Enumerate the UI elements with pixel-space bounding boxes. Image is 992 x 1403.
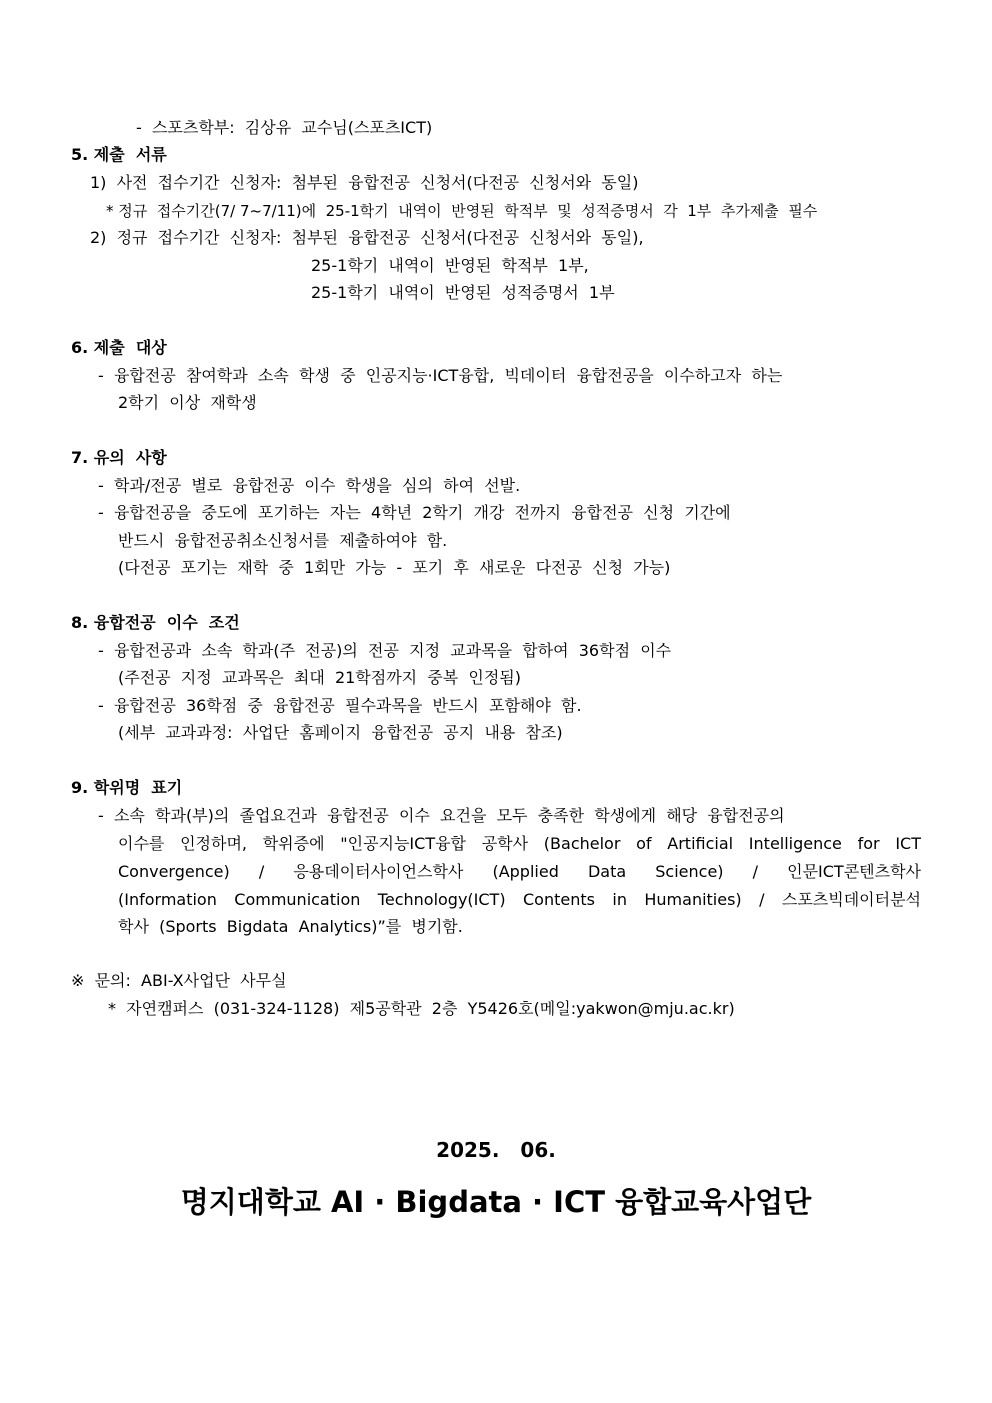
section-9-line-3: Convergence) / 응용데이터사이언스학사 (Applied Data Science) / 인문ICT콘텐츠학사 <box>118 862 921 881</box>
section-8-heading: 8. 융합전공 이수 조건 <box>71 613 240 632</box>
section-9-line-5: 학사 (Sports Bigdata Analytics)”를 병기함. <box>118 917 463 936</box>
section-6-line-1: - 융합전공 참여학과 소속 학생 중 인공지능·ICT융합, 빅데이터 융합전공을 이수하고자 하는 <box>98 366 783 385</box>
section-5-heading: 5. 제출 서류 <box>71 145 167 164</box>
section-7-line-3: 반드시 융합전공취소신청서를 제출하여야 함. <box>118 531 448 550</box>
section-7-line-2: - 융합전공을 중도에 포기하는 자는 4학년 2학기 개강 전까지 융합전공 신청 기간에 <box>98 503 731 522</box>
section-5-item-1-note: * 정규 접수기간(7/ 7~7/11)에 25-1학기 내역이 반영된 학적부 및 성적증명서 각 1부 추가제출 필수 <box>106 202 818 220</box>
section-7-line-1: - 학과/전공 별로 융합전공 이수 학생을 심의 하여 선발. <box>98 476 521 495</box>
section-9-line-1: - 소속 학과(부)의 졸업요건과 융합전공 이수 요건을 모두 충족한 학생에게 해당 융합전공의 <box>98 806 785 825</box>
section-8-line-2: (주전공 지정 교과목은 최대 21학점까지 중복 인정됨) <box>118 668 521 687</box>
section-9-heading: 9. 학위명 표기 <box>71 778 183 797</box>
section-9-line-4: (Information Communication Technology(ICT) Contents in Humanities) / 스포츠빅데이터분석 <box>118 890 921 909</box>
section-6-line-2: 2학기 이상 재학생 <box>118 393 257 412</box>
section-9-line-2: 이수를 인정하며, 학위증에 "인공지능ICT융합 공학사 (Bachelor of Artificial Intelligence for ICT <box>118 834 921 853</box>
organization-name: 명지대학교 AI · Bigdata · ICT 융합교육사업단 <box>180 1185 812 1219</box>
contact-line-2: * 자연캠퍼스 (031-324-1128) 제5공학관 2층 Y5426호(메일:yakwon@mju.ac.kr) <box>108 999 735 1018</box>
section-8-line-3: - 융합전공 36학점 중 융합전공 필수과목을 반드시 포함해야 함. <box>98 696 582 715</box>
section-5-item-1: 1) 사전 접수기간 신청자: 첨부된 융합전공 신청서(다전공 신청서와 동일) <box>90 173 639 192</box>
document-date: 2025. 06. <box>436 1138 556 1162</box>
section-5-item-2: 2) 정규 접수기간 신청자: 첨부된 융합전공 신청서(다전공 신청서와 동일), <box>90 228 644 247</box>
section-5-item-2-line-2: 25-1학기 내역이 반영된 학적부 1부, <box>311 256 589 275</box>
section-7-heading: 7. 유의 사항 <box>71 448 167 467</box>
section-8-line-1: - 융합전공과 소속 학과(주 전공)의 전공 지정 교과목을 합하여 36학점 이수 <box>98 641 672 660</box>
section-8-line-4: (세부 교과과정: 사업단 홈페이지 융합전공 공지 내용 참조) <box>118 723 563 742</box>
continuation-line: - 스포츠학부: 김상유 교수님(스포츠ICT) <box>136 118 433 137</box>
section-5-item-2-line-3: 25-1학기 내역이 반영된 성적증명서 1부 <box>311 283 615 302</box>
section-7-line-4: (다전공 포기는 재학 중 1회만 가능 - 포기 후 새로운 다전공 신청 가능) <box>118 558 671 577</box>
section-6-heading: 6. 제출 대상 <box>71 338 167 357</box>
contact-line-1: ※ 문의: ABI-X사업단 사무실 <box>71 971 287 990</box>
